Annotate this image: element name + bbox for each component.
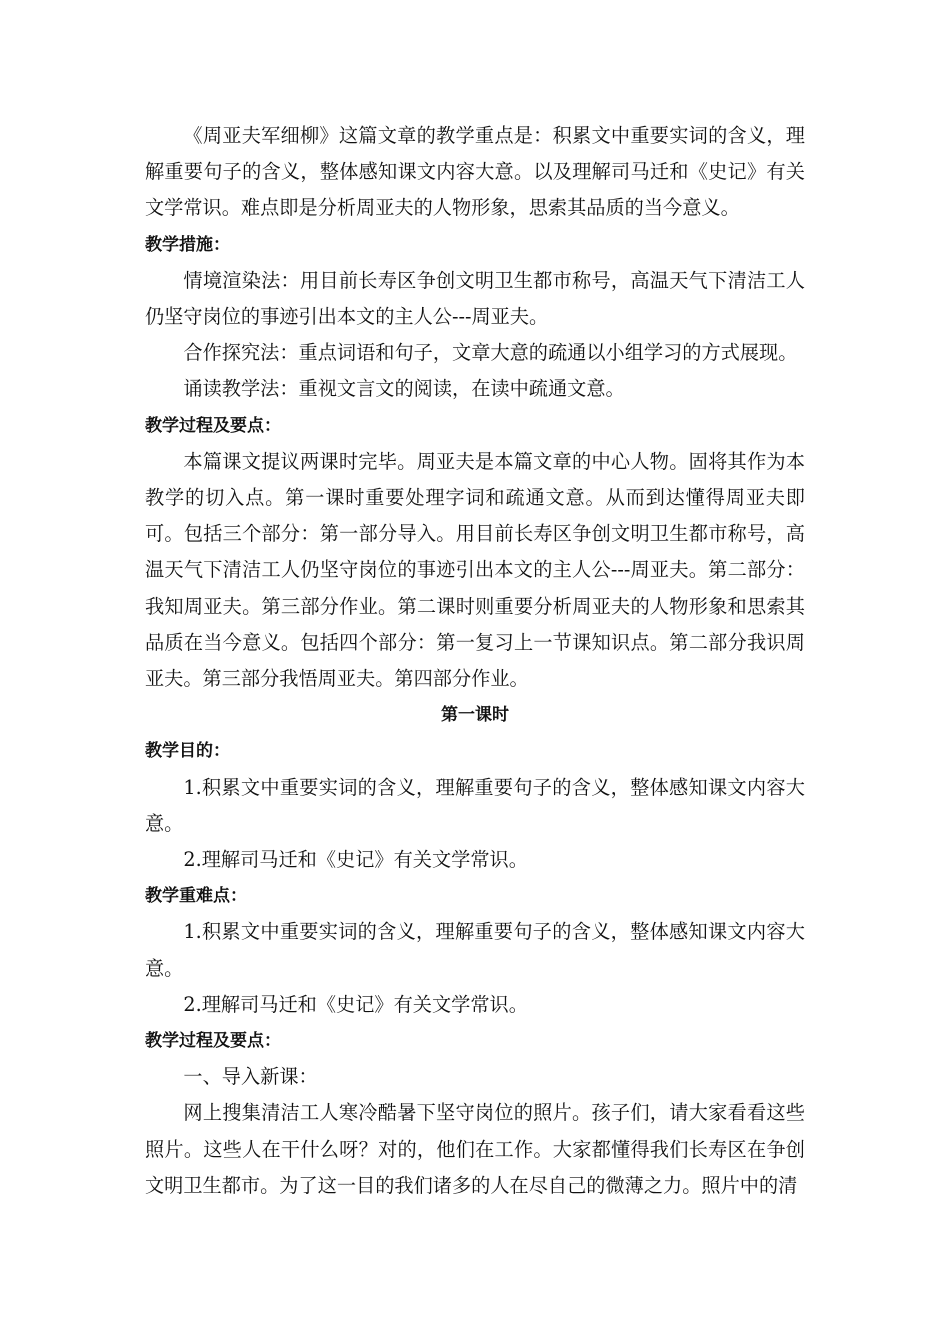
lesson1-title: 第一课时: [441, 705, 509, 726]
lesson1-process-heading: 教学过程及要点：: [145, 1031, 281, 1052]
key-points-heading: 教学重难点：: [145, 886, 247, 907]
goal-item: 2.理解司马迁和《史记》有关文学常识。: [183, 848, 528, 872]
measure-item: 合作探究法：重点词语和句子，文章大意的疏通以小组学习的方式展现。: [183, 341, 798, 365]
step1-heading: 一、导入新课：: [183, 1065, 318, 1089]
document-page: [145, 118, 805, 1204]
process-heading: 教学过程及要点：: [145, 415, 281, 436]
step1-paragraph: 网上搜集清洁工人寒冷酷暑下坚守岗位的照片。孩子们，请大家看看这些照片。这些人在干什么呀？对的，他们在工作。大家都懂得我们长寿区在争创文明卫生都市。为了这一目的我们诸多的人在尽自己的微薄之力。照片中的清: [145, 1101, 805, 1197]
measure-item: 情境渲染法：用目前长寿区争创文明卫生都市称号，高温天气下清洁工人仍坚守岗位的事迹引出本文的主人公---周亚夫。: [145, 268, 805, 329]
key-point-item: 2.理解司马迁和《史记》有关文学常识。: [183, 992, 528, 1016]
goals-heading: 教学目的：: [145, 741, 230, 762]
process-paragraph: 本篇课文提议两课时完毕。周亚夫是本篇文章的中心人物。固将其作为本教学的切入点。第一课时重要处理字词和疏通文意。从而到达懂得周亚夫即可。包括三个部分：第一部分导入。用目前长寿区争创文明卫生都市称号，高温天气下清洁工人仍坚守岗位的事迹引出本文的主人公---周亚夫。第二部分：我知周亚夫。第三部分作业。第二课时则重要分析周亚夫的人物形象和思索其品质在当今意义。包括四个部分：第一复习上一节课知识点。第二部分我识周亚夫。第三部分我悟周亚夫。第四部分作业。: [145, 449, 805, 691]
key-point-item: 1.积累文中重要实词的含义，理解重要句子的含义，整体感知课文内容大意。: [145, 920, 805, 980]
measure-item: 诵读教学法：重视文言文的阅读，在读中疏通文意。: [183, 377, 625, 401]
measures-heading: 教学措施：: [145, 234, 230, 255]
intro-paragraph: 《周亚夫军细柳》这篇文章的教学重点是：积累文中重要实词的含义，理解重要句子的含义，整体感知课文内容大意。以及理解司马迁和《史记》有关文学常识。难点即是分析周亚夫的人物形象，思索其品质的当今意义。: [145, 124, 805, 220]
goal-item: 1.积累文中重要实词的含义，理解重要句子的含义，整体感知课文内容大意。: [145, 775, 805, 835]
